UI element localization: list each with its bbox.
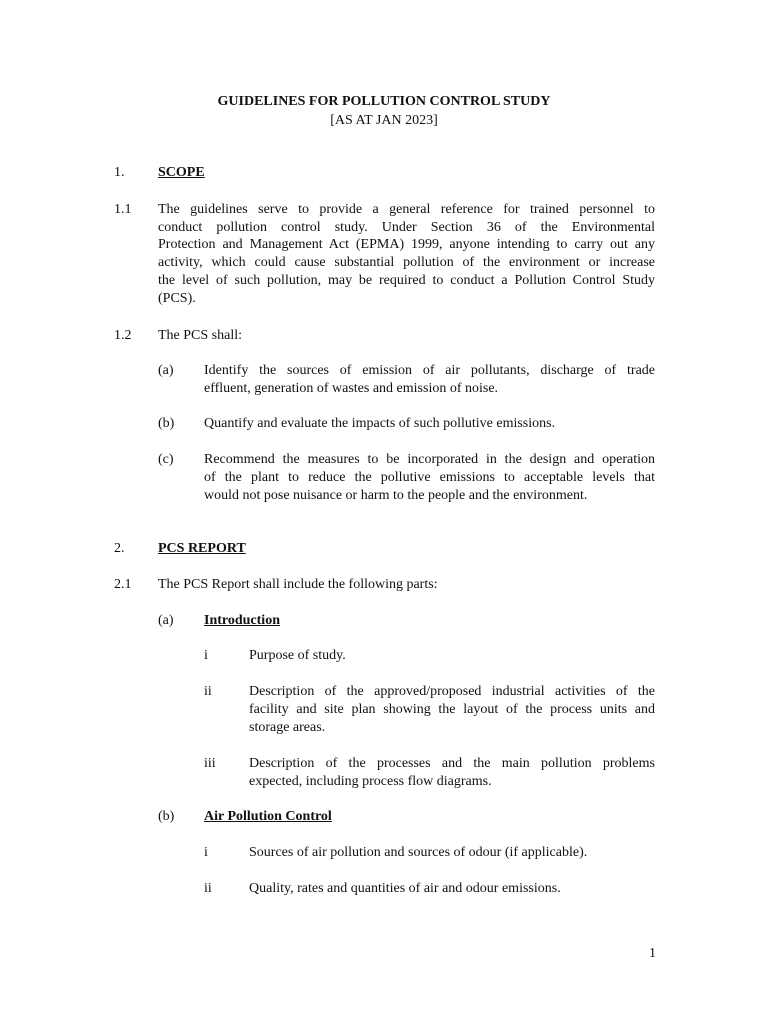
paragraph-line: (PCS). (158, 291, 196, 306)
paragraph-line: the level of such pollution, may be required to conduct a Pollution Control Study (158, 273, 655, 288)
subheading-air-pollution-control: Air Pollution Control (204, 809, 332, 824)
list-item-line: would not pose nuisance or harm to the people and the environment. (204, 488, 588, 503)
list-label: (a) (158, 613, 174, 628)
document-title: GUIDELINES FOR POLLUTION CONTROL STUDY (217, 94, 551, 109)
point-line: Quality, rates and quantities of air and odour emissions. (249, 881, 561, 896)
paragraph-line: conduct pollution control study. Under Section 36 of the Environmental (158, 220, 655, 235)
clause-text: The PCS Report shall include the following parts: (158, 577, 438, 592)
subheading-introduction: Introduction (204, 613, 280, 628)
point-line: expected, including process flow diagrams. (249, 774, 492, 789)
paragraph-line: Protection and Management Act (EPMA) 1999, anyone intending to carry out any (158, 237, 655, 252)
clause-number: 1.1 (114, 202, 132, 217)
roman-numeral: i (204, 648, 208, 663)
clause-number: 2.1 (114, 577, 132, 592)
list-label: (b) (158, 809, 175, 824)
list-label: (a) (158, 363, 174, 378)
roman-numeral: ii (204, 881, 212, 896)
list-label: (c) (158, 452, 174, 467)
list-item-line: Identify the sources of emission of air pollutants, discharge of trade (204, 363, 655, 378)
list-item-line: effluent, generation of wastes and emission of noise. (204, 381, 499, 396)
list-item-line: of the plant to reduce the pollutive emissions to acceptable levels that (204, 470, 655, 485)
section-number: 1. (114, 165, 125, 180)
point-line: Description of the approved/proposed industrial activities of the (249, 684, 655, 699)
point-line: Purpose of study. (249, 648, 346, 663)
point-line: Sources of air pollution and sources of odour (if applicable). (249, 845, 588, 860)
section-heading-scope: SCOPE (158, 165, 205, 180)
point-line: facility and site plan showing the layout of the process units and (249, 702, 655, 717)
list-label: (b) (158, 416, 175, 431)
point-line: storage areas. (249, 720, 326, 735)
document-subtitle: [AS AT JAN 2023] (330, 113, 438, 128)
clause-text: The PCS shall: (158, 328, 243, 343)
page-number: 1 (649, 946, 656, 961)
roman-numeral: ii (204, 684, 212, 699)
clause-number: 1.2 (114, 328, 132, 343)
list-item-line: Quantify and evaluate the impacts of such pollutive emissions. (204, 416, 556, 431)
list-item-line: Recommend the measures to be incorporated in the design and operation (204, 452, 655, 467)
point-line: Description of the processes and the main pollution problems (249, 756, 655, 771)
roman-numeral: iii (204, 756, 216, 771)
paragraph-line: The guidelines serve to provide a general reference for trained personnel to (158, 202, 655, 217)
paragraph-line: activity, which could cause substantial pollution of the environment or increase (158, 255, 655, 270)
roman-numeral: i (204, 845, 208, 860)
section-heading-pcs-report: PCS REPORT (158, 541, 246, 556)
section-number: 2. (114, 541, 125, 556)
